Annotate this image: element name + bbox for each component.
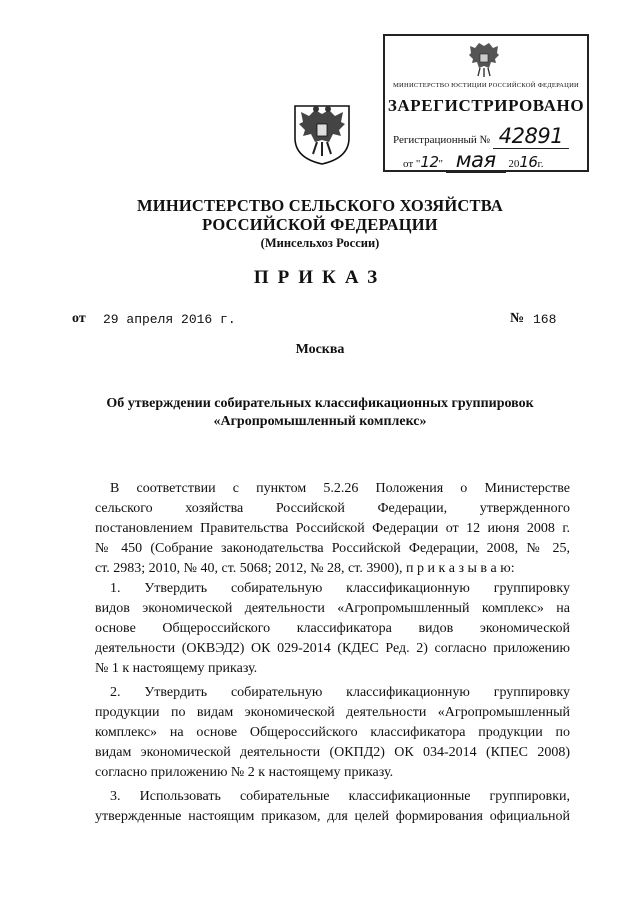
body-line: комплекс» на основе Общероссийского классификатора продукции по [95, 725, 570, 740]
stamp-ministry: МИНИСТЕРСТВО ЮСТИЦИИ РОССИЙСКОЙ ФЕДЕРАЦИИ [392, 82, 580, 89]
stamp-date-mid: " [438, 158, 443, 170]
stamp-date-month: мая [446, 148, 506, 173]
date-label: от [72, 311, 86, 326]
ministry-short-name: (Минсельхоз России) [260, 236, 380, 250]
body-line: 1. Утвердить собирательную классификационную группировку [110, 581, 570, 596]
number-label: № [510, 311, 525, 326]
body-line: продукции по видам экономической деятельности «Агропромышленный [95, 705, 570, 720]
body-line: сельского хозяйства Российской Федерации, утвержденного [95, 501, 570, 516]
stamp-date-prefix: от " [403, 158, 421, 170]
order-title-line2: «Агропромышленный комплекс» [213, 414, 427, 429]
body-line: деятельности (ОКВЭД2) ОК 029-2014 (КДЕС Ред. 2) согласно приложению [95, 641, 570, 656]
body-line: 3. Использовать собирательные классификационные группировки, [110, 789, 570, 804]
stamp-date-suffix: г. [537, 158, 544, 170]
stamp-date-line [403, 150, 543, 171]
stamp-reg-label: Регистрационный № [393, 134, 491, 146]
document-type-title: ПРИКАЗ [253, 267, 387, 288]
order-title-line1: Об утверждении собирательных классификационных группировок [106, 396, 534, 411]
body-line: № 450 (Собрание законодательства Российской Федерации, 2008, № 25, [95, 541, 570, 556]
stamp-reg-number: 42891 [493, 124, 569, 149]
body-line: видам экономической деятельности (ОКПД2) ОК 034-2014 (КПЕС 2008) [95, 745, 570, 760]
body-line: согласно приложению № 2 к настоящему приказу. [95, 765, 394, 780]
ministry-name-line2: РОССИЙСКОЙ ФЕДЕРАЦИИ [202, 215, 438, 234]
body-line: В соответствии с пунктом 5.2.26 Положения о Министерстве [110, 481, 570, 496]
stamp-date-year-prefix: 20 [508, 158, 520, 170]
body-line: видов экономической деятельности «Агропромышленный комплекс» на [95, 601, 570, 616]
body-line: № 1 к настоящему приказу. [95, 661, 258, 676]
stamp-date-day: 12 [420, 153, 439, 171]
body-line: постановлением Правительства Российской Федерации от 12 июня 2008 г. [95, 521, 570, 536]
registration-stamp [383, 34, 589, 172]
order-date: 29 апреля 2016 г. [103, 312, 236, 327]
coat-of-arms-emblem [293, 100, 351, 166]
stamp-eagle-icon [467, 40, 501, 78]
body-line: основе Общероссийского классификатора видов экономической [95, 621, 570, 636]
stamp-registered: ЗАРЕГИСТРИРОВАНО [387, 96, 585, 115]
stamp-date-year-suffix: 16 [519, 153, 538, 171]
ministry-name-line1: МИНИСТЕРСТВО СЕЛЬСКОГО ХОЗЯЙСТВА [137, 196, 503, 215]
body-line: ст. 2983; 2010, № 40, ст. 5068; 2012, № 28, ст. 3900), п р и к а з ы в а ю: [95, 561, 515, 576]
body-line: 2. Утвердить собирательную классификационную группировку [110, 685, 570, 700]
order-number: 168 [533, 312, 557, 327]
stamp-registration-line [393, 126, 569, 147]
city: Москва [295, 342, 345, 357]
body-line: утвержденные настоящим приказом, для целей формирования официальной [95, 809, 570, 824]
